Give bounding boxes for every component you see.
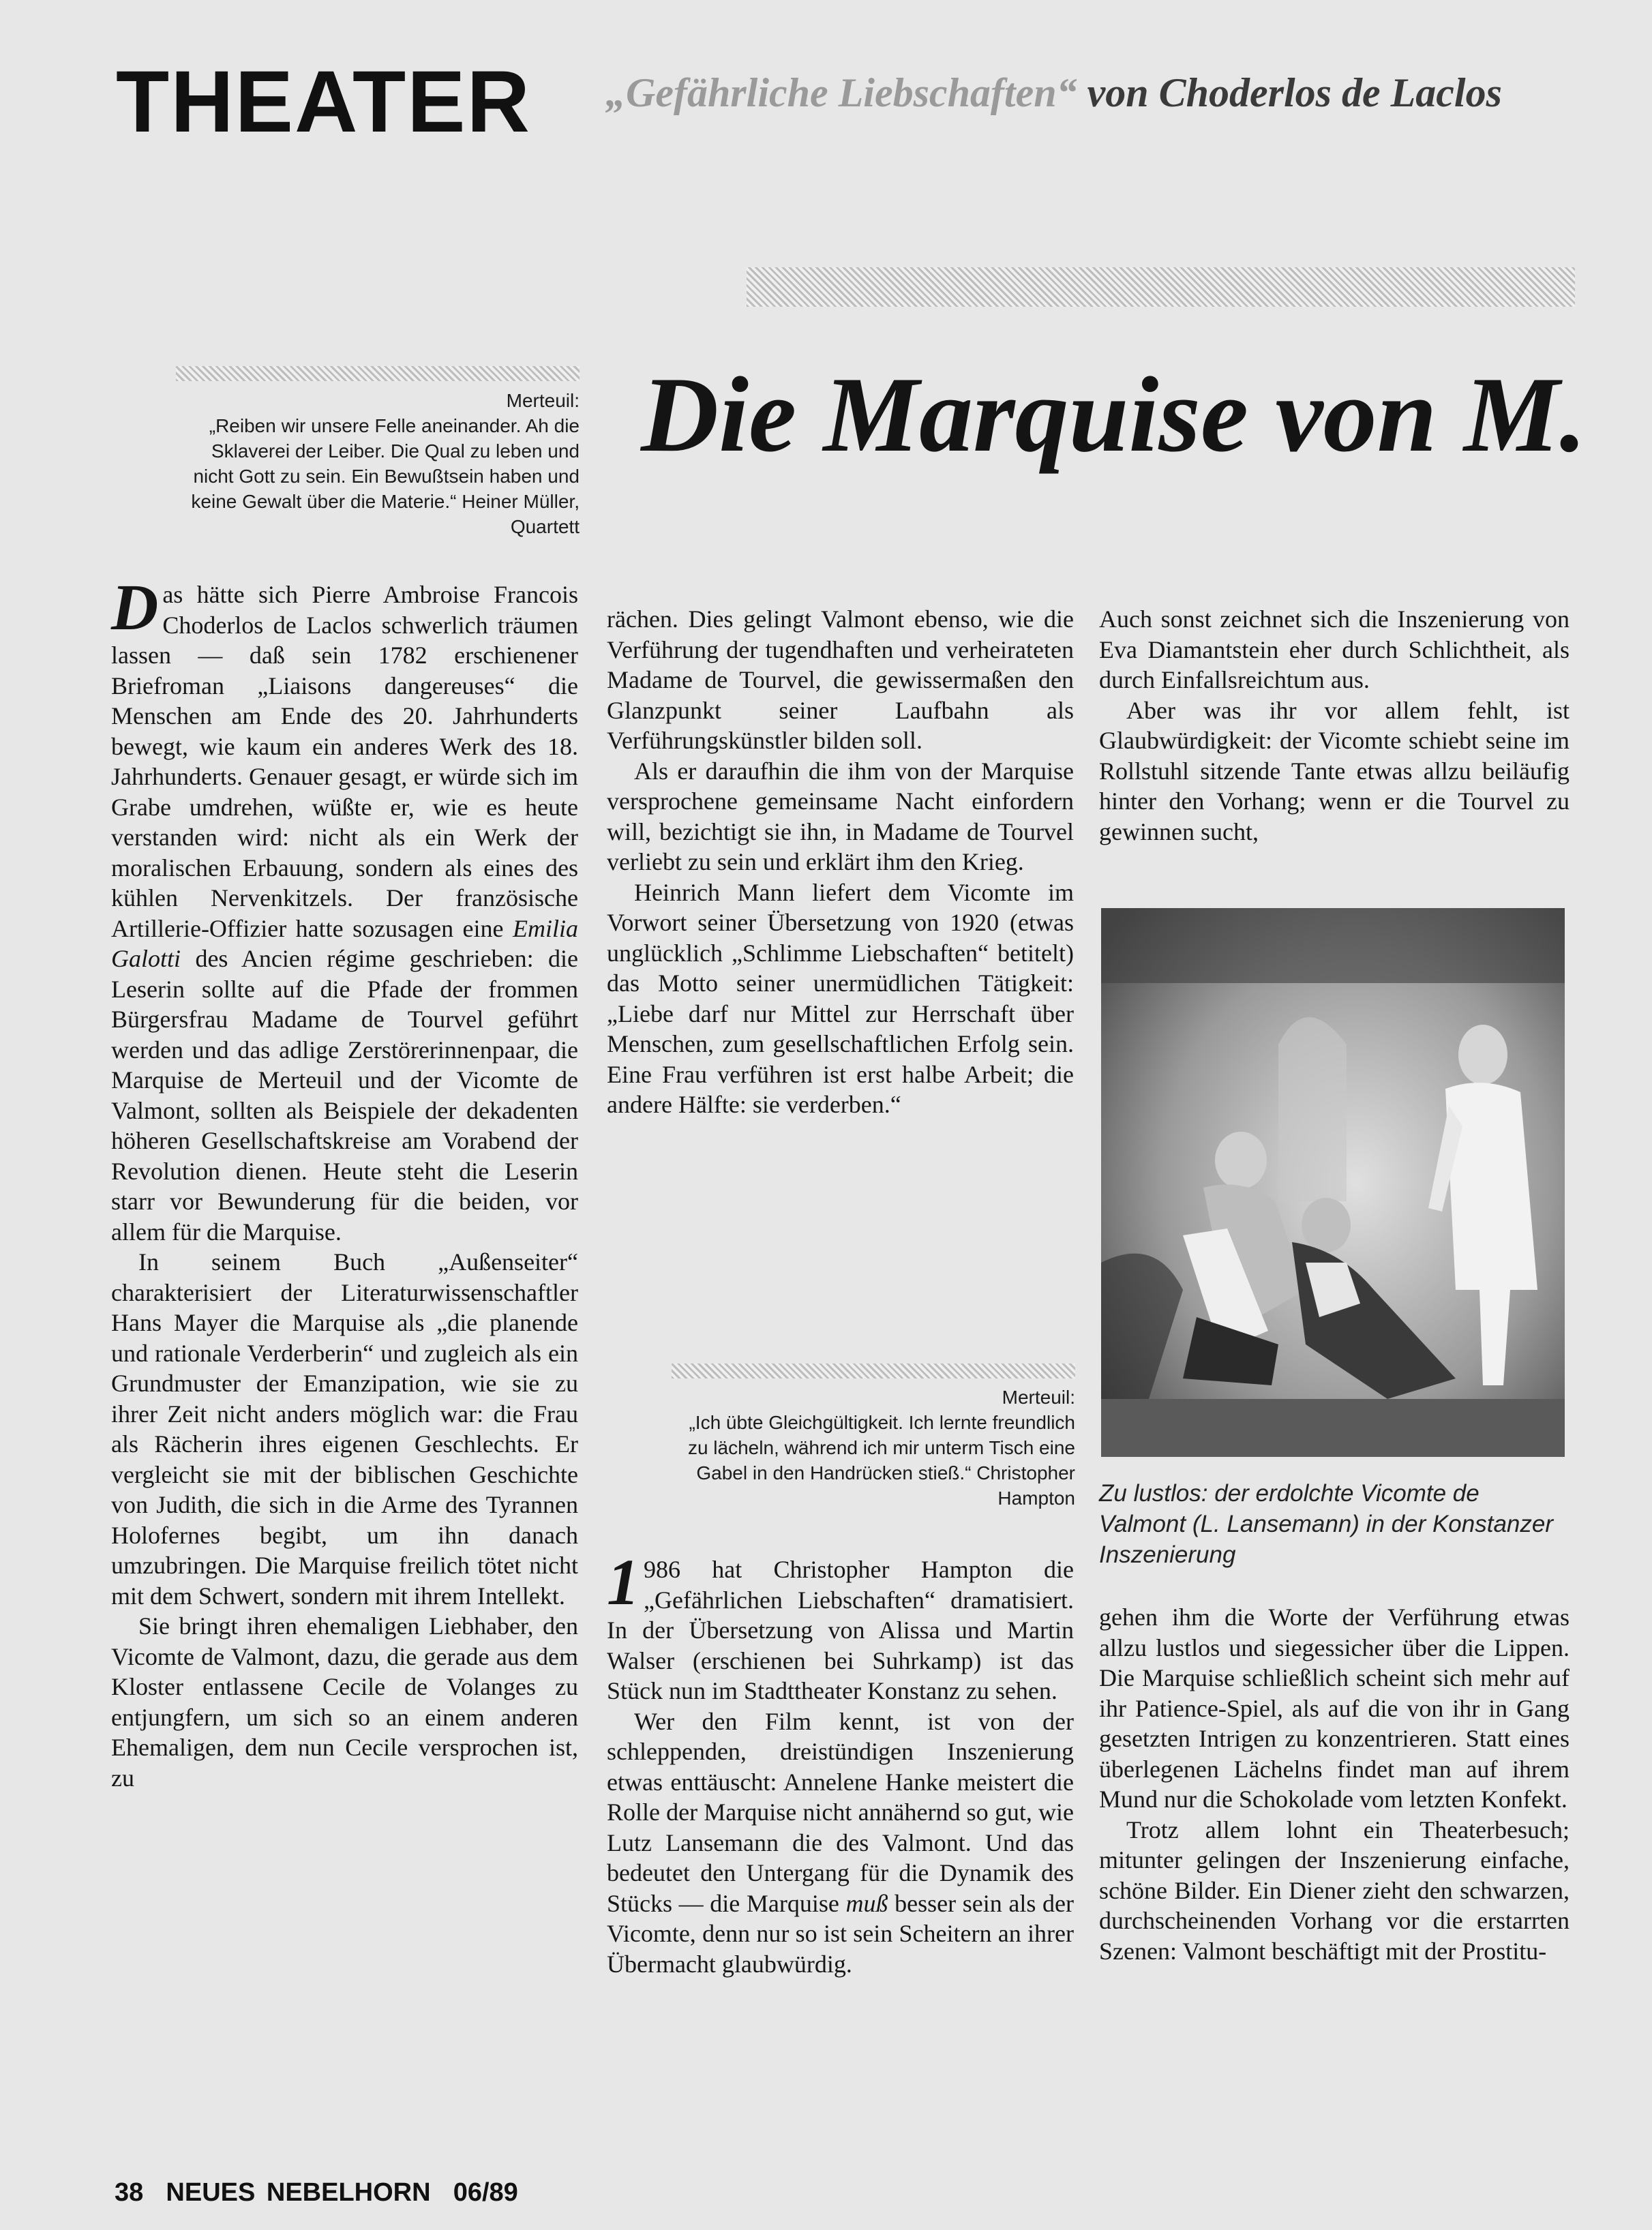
motto-speaker: Merteuil: [1002, 1387, 1075, 1408]
motto-quote-hampton [672, 1385, 1075, 1511]
paragraph: Das hätte sich Pierre Ambroise Francois Choderlos de Laclos schwerlich träumen lassen — daß sein 1782 erschienener Briefroman „Liaisons dangereuses“ die Menschen am Ende des 20. Jahrhunderts bewegt, wie kaum ein anderes Werk des 18. Jahrhunderts. Genauer gesagt, er würde sich im Grabe umdrehen, wüßte er, wie es heute verstanden wird: nicht als ein Werk der moralischen Erbauung, sondern als eines des kühlen Nervenkitzels. Der französische Artillerie-Offizier hatte sozusagen eine Emilia Galotti des Ancien régime geschrieben: die Leserin sollte auf die Pfade der frommen Bürgersfrau Madame de Tourvel geführt werden und das adlige Zerstörerinnenpaar, die Marquise de Merteuil und der Vicomte de Valmont, sollten als Beispiele der dekadenten höheren Gesellschaftskreise am Vorabend der Revolution dienen. Heute steht die Leserin starr vor Bewunderung für die beiden, vor allem für die Marquise. [111, 571, 578, 1246]
work-title: Emilia Galotti [111, 914, 578, 972]
subtitle-rest: von Choderlos de Laclos [1077, 70, 1502, 115]
article-column-2-top [607, 604, 1074, 1120]
motto-text: „Ich übte Gleichgültigkeit. Ich lernte freundlich zu lächeln, während ich mir unterm Tisch eine Gabel in den Handrücken stieß.“ Christopher Hampton [687, 1412, 1075, 1509]
page-number: 38 [115, 2178, 144, 2207]
paragraph: Trotz allem lohnt ein Theaterbesuch; mitunter gelingen der Inszenierung einfache, schöne Bilder. Ein Diener zieht den schwarzen, durchscheinenden Vorhang vor die erstarrten Szenen: Valmont beschäftigt mit der Prostitu- [1099, 1815, 1570, 1965]
article-column-2-bottom [607, 1546, 1074, 1979]
paragraph: Sie bringt ihren ehemaligen Liebhaber, den Vicomte de Valmont, dazu, die gerade aus dem Kloster entlassene Cecile de Volanges zu entjungfern, um sich so an einem anderen Ehemaligen, dem nun Cecile versprochen ist, zu [111, 1612, 578, 1792]
paragraph: 1 986 hat Christopher Hampton die „Gefährlichen Liebschaften“ dramatisiert. In der Übersetzung von Alissa und Martin Walser (erschienen bei Suhrkamp) ist das Stück nun im Stadttheater Konstanz zu sehen. [607, 1546, 1074, 1704]
paragraph: rächen. Dies gelingt Valmont ebenso, wie die Verführung der tugendhaften und verheirateten Madame de Tourvel, die gewissermaßen den Glanzpunkt seiner Laufbahn als Verführungskünstler bilden soll. [607, 605, 1074, 754]
drop-cap: D [111, 571, 159, 644]
paragraph: Aber was ihr vor allem fehlt, ist Glaubwürdigkeit: der Vicomte schiebt seine im Rollstuhl sitzende Tante etwas allzu beiläufig hinter den Vorhang; wenn er die Tourvel zu gewinnen sucht, [1099, 696, 1570, 845]
motto-quote-mueller [176, 388, 580, 539]
page-footer [115, 2178, 518, 2208]
motto-hatch-bar [176, 366, 580, 381]
section-title: THEATER [116, 53, 531, 151]
paragraph: Auch sonst zeichnet sich die Inszenierung von Eva Diamantstein eher durch Schlichtheit, als durch Einfallsreichtum aus. [1099, 605, 1570, 693]
drop-cap: 1 [607, 1546, 640, 1618]
issue-number: 06/89 [453, 2178, 518, 2207]
paragraph: Als er daraufhin die ihm von der Marquise versprochene gemeinsame Nacht einfordern will, bezichtigt sie ihn, in Madame de Tourvel verliebt zu sein und erklärt ihm den Krieg. [607, 757, 1074, 875]
motto-speaker: Merteuil: [506, 390, 580, 411]
paragraph: Heinrich Mann liefert dem Vicomte im Vorwort seiner Übersetzung von 1920 (etwas unglücklich „Schlimme Liebschaften“ betitelt) das Motto seiner unermüdlichen Tätigkeit: „Liebe darf nur Mittel zur Herrschaft über Menschen, zum gesellschaftlichen Erfolg sein. Eine Frau verführen ist erst halbe Arbeit; die andere Hälfte: sie verderben.“ [607, 878, 1074, 1118]
headline: Die Marquise von M. [641, 355, 1587, 474]
article-column-3-top [1099, 604, 1570, 847]
motto-text: „Reiben wir unsere Felle aneinander. Ah die Sklaverei der Leiber. Die Qual zu leben und nicht Gott zu sein. Ein Bewußtsein haben und keine Gewalt über die Materie.“ Heiner Müller, Quartett [191, 415, 580, 537]
motto-hatch-bar [672, 1363, 1075, 1378]
stage-photo [1101, 908, 1565, 1457]
magazine-name: NEUES NEBELHORN [166, 2178, 431, 2207]
stage-photo-image [1101, 908, 1565, 1457]
article-column-3-bottom [1099, 1602, 1570, 1966]
header-hatch-bar [747, 267, 1575, 307]
article-column-1 [111, 571, 578, 1793]
paragraph: In seinem Buch „Außenseiter“ charakterisiert der Literaturwissenschaftler Hans Mayer die Marquise als „die planende und rationale Verderberin“ und zugleich als ein Grundmuster der Emanzipation, wie sie zu ihrer Zeit nicht anders möglich war: die Frau als Rächerin ihres eigenen Geschlechts. Er vergleicht sie mit der biblischen Geschichte von Judith, die sich in die Arme des Tyrannen Holofernes begibt, um ihn danach umzubringen. Die Marquise freilich tötet nicht mit dem Schwert, sondern mit ihrem Intellekt. [111, 1248, 578, 1610]
photo-caption: Zu lustlos: der erdolchte Vicomte de Valmont (L. Lansemann) in der Konstanzer Inszenierung [1099, 1480, 1554, 1568]
subtitle-quoted: „Gefährliche Liebschaften“ [605, 70, 1077, 115]
paragraph: Wer den Film kennt, ist von der schleppenden, dreistündigen Inszenierung etwas enttäuscht: Annelene Hanke meistert die Rolle der Marquise nicht annähernd so gut, wie Lutz Lansemann die des Valmont. Und das bedeutet den Untergang für die Dynamik des Stücks — die Marquise muß besser sein als der Vicomte, denn nur so ist sein Scheitern an ihrer Übermacht glaubwürdig. [607, 1707, 1074, 1978]
paragraph: gehen ihm die Worte der Verführung etwas allzu lustlos und siegessicher über die Lippen. Die Marquise schließlich scheint sich mehr auf ihr Patience-Spiel, als auf die von ihr in Gang gesetzten Intrigen zu konzentrieren. Statt eines überlegenen Lächelns findet man auf ihrem Mund nur die Schokolade vom letzten Konfekt. [1099, 1603, 1570, 1813]
article-subtitle [605, 72, 1574, 115]
